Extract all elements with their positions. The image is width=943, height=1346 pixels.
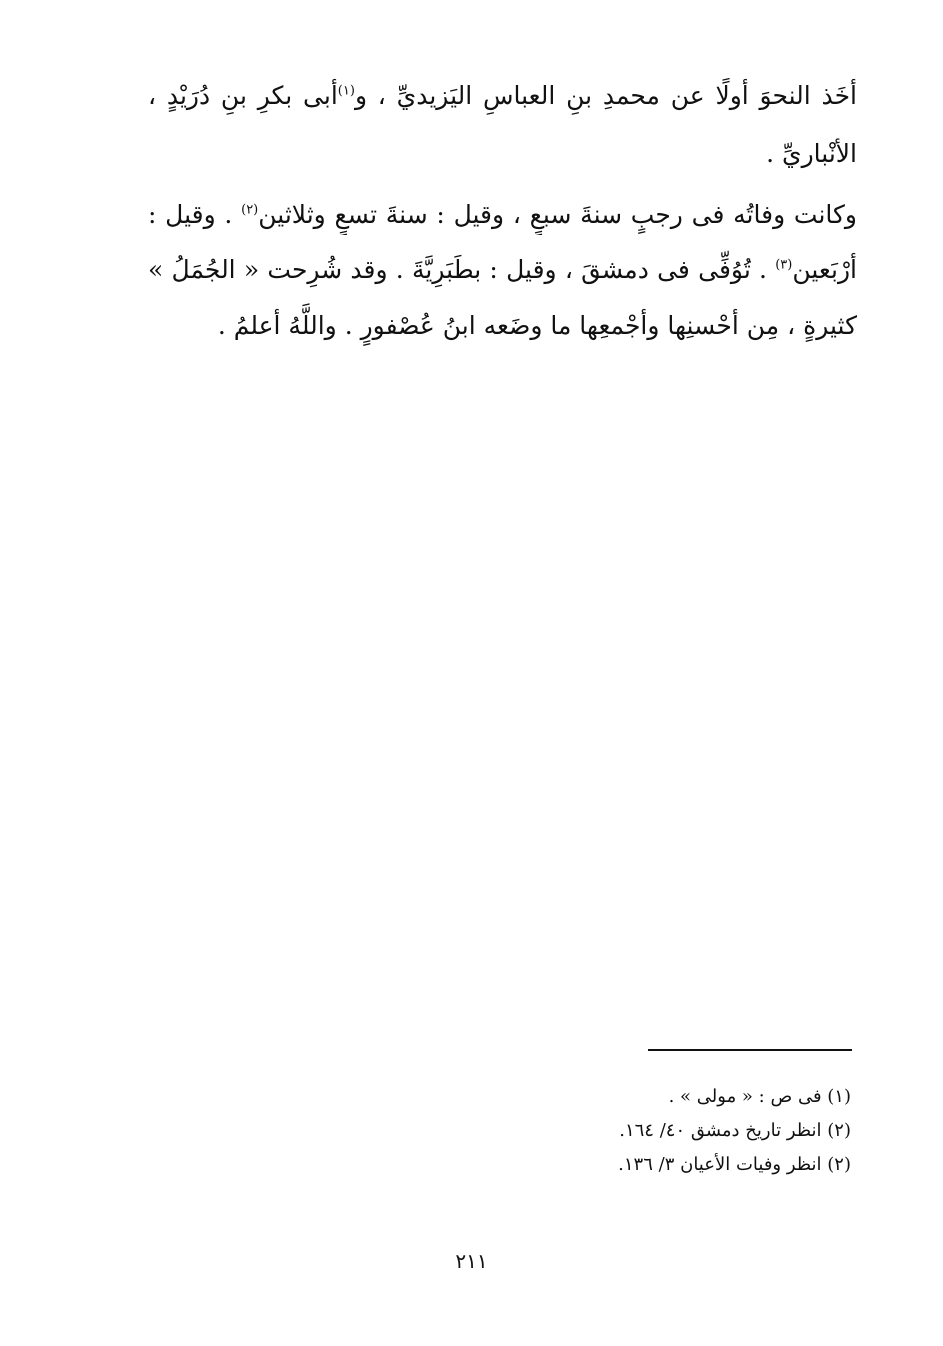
body-line-3-text-after: . وقيل : xyxy=(148,200,233,229)
body-line-4 xyxy=(148,250,857,290)
body-line-3 xyxy=(148,195,857,235)
footnote-2: (٢) انظر تاريخ دمشق ٤٠/ ١٦٤. xyxy=(619,1120,851,1141)
body-line-5-text: كثيرةٍ ، مِن أحْسنِها وأجْمعِها ما وضَعه ابنُ عُصْفورٍ . واللَّهُ أعلمُ . xyxy=(217,311,857,340)
body-line-4-text: أرْبَعين xyxy=(792,255,857,284)
body-line-2 xyxy=(766,134,857,174)
body-line-3-text: وكانت وفاتُه فى رجبٍ سنةَ سبعٍ ، وقيل : سنةَ تسعٍ وثلاثين xyxy=(258,200,857,229)
footnote-ref-3: (٣) xyxy=(775,257,793,273)
footnote-ref-1: (١) xyxy=(337,83,355,99)
body-line-4-text-after: . تُوُفِّى فى دمشقَ ، وقيل : بطَبَرِيَّةَ . وقد شُرِحت « الجُمَلُ » xyxy=(148,255,767,284)
body-line-5 xyxy=(218,306,857,346)
body-line-2-text: الأنْباريِّ . xyxy=(766,139,857,168)
footnote-separator xyxy=(648,1049,852,1051)
footnote-3: (٢) انظر وفيات الأعيان ٣/ ١٣٦. xyxy=(618,1154,851,1175)
footnote-ref-2: (٢) xyxy=(241,202,259,218)
body-line-1-text: أخَذ النحوَ أولًا عن محمدِ بنِ العباسِ اليَزيديِّ ، و xyxy=(354,81,857,110)
footnote-1: (١) فى ص : « مولى » . xyxy=(668,1086,851,1107)
body-line-1 xyxy=(148,76,857,116)
page-number: ٢١١ xyxy=(455,1249,488,1273)
body-line-1-text-after: أبى بكرِ بنِ دُرَيْدٍ ، xyxy=(148,81,338,110)
